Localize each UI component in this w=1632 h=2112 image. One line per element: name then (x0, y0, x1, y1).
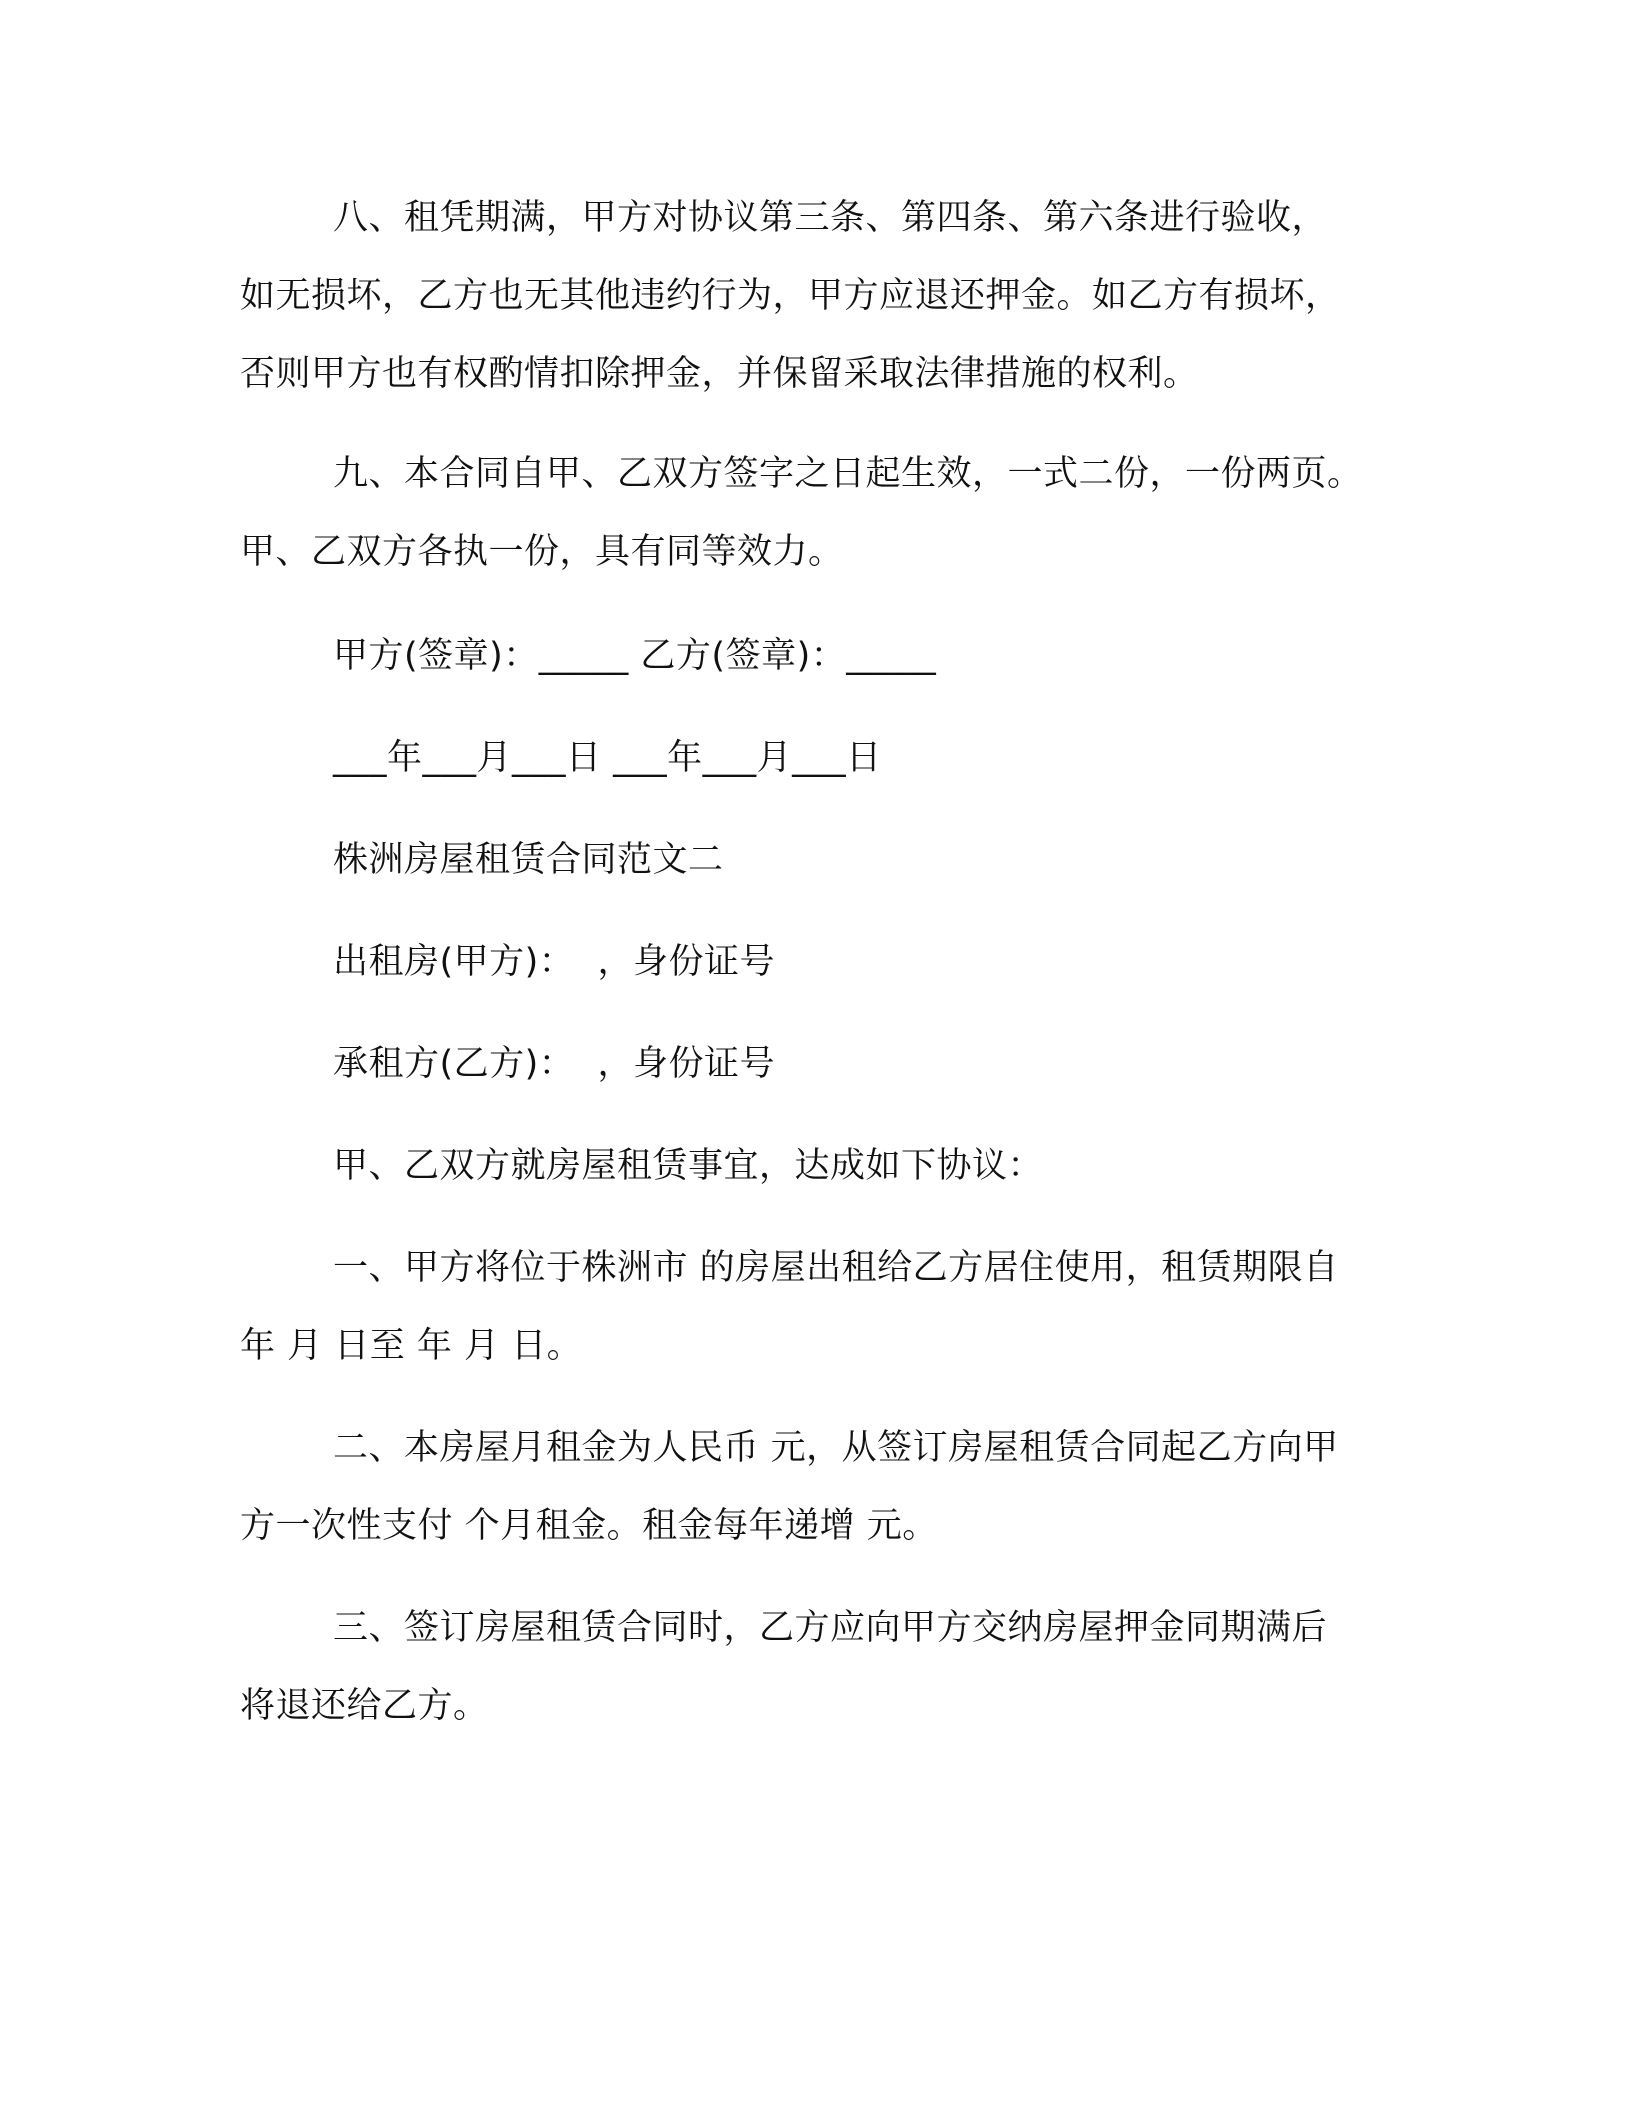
clause-8-line-3: 否则甲方也有权酌情扣除押金，并保留采取法律措施的权利。 (240, 354, 1199, 394)
clause-2-line-1: 二、本房屋月租金为人民币 元，从签订房屋租赁合同起乙方向甲 (333, 1428, 1339, 1468)
lessee-line: 承租方(乙方)： ，身份证号 (333, 1044, 776, 1084)
clause-2-line-2: 方一次性支付 个月租金。租金每年递增 元。 (240, 1506, 938, 1546)
agreement-intro: 甲、乙双方就房屋租赁事宜，达成如下协议： (333, 1146, 1044, 1186)
section-title: 株洲房屋租赁合同范文二 (333, 840, 724, 880)
clause-3-line-1: 三、签订房屋租赁合同时，乙方应向甲方交纳房屋押金同期满后 (333, 1608, 1328, 1648)
clause-8-line-2: 如无损坏，乙方也无其他违约行为，甲方应退还押金。如乙方有损坏， (240, 276, 1341, 316)
lessor-line: 出租房(甲方)： ，身份证号 (333, 942, 776, 982)
clause-3-line-2: 将退还给乙方。 (240, 1686, 489, 1726)
clause-9-line-1: 九、本合同自甲、乙双方签字之日起生效，一式二份，一份两页。 (333, 454, 1363, 494)
clause-1-line-1: 一、甲方将位于株洲市 的房屋出租给乙方居住使用，租赁期限自 (333, 1248, 1339, 1288)
clause-1-line-2: 年 月 日至 年 月 日。 (240, 1326, 583, 1366)
signature-line: 甲方(签章)：_____ 乙方(签章)：_____ (333, 636, 937, 676)
clause-9-line-2: 甲、乙双方各执一份，具有同等效力。 (240, 532, 844, 572)
date-line: ___年___月___日 ___年___月___日 (333, 738, 882, 778)
clause-8-line-1: 八、租凭期满，甲方对协议第三条、第四条、第六条进行验收， (333, 198, 1328, 238)
